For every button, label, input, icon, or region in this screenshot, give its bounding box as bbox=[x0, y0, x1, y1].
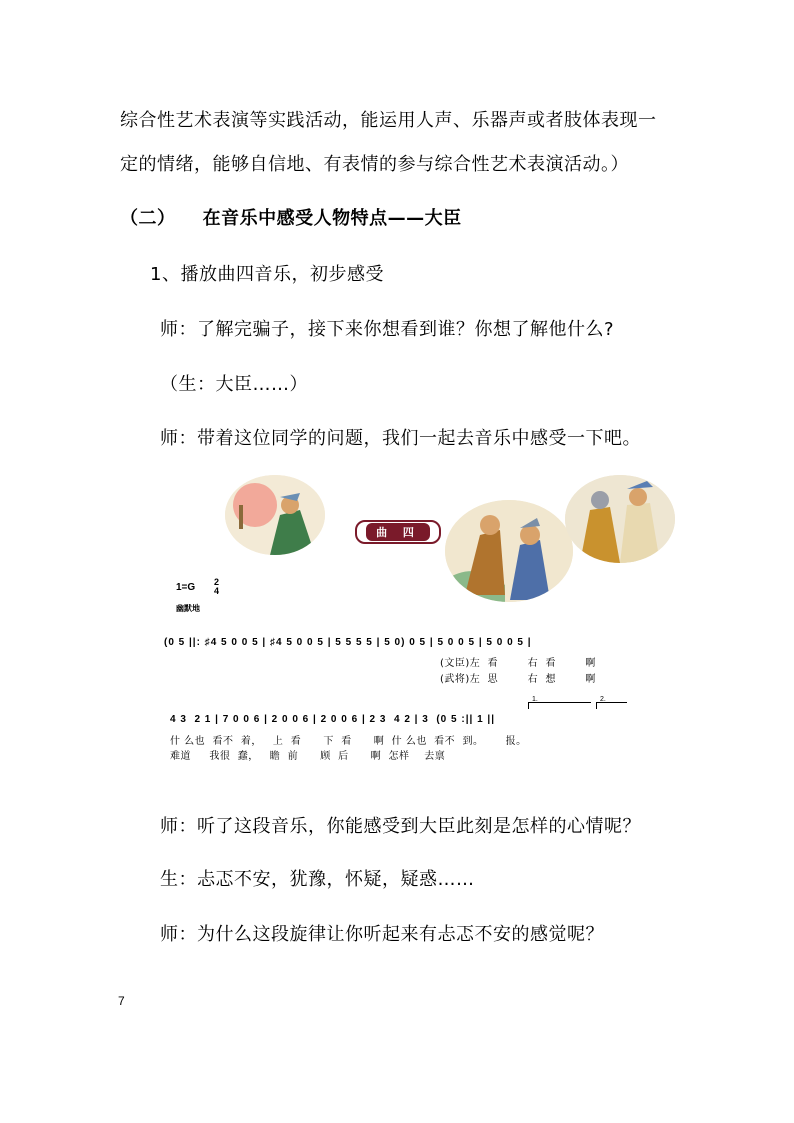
song-title: 曲 四 bbox=[366, 523, 430, 541]
paragraph-line: 定的情绪，能够自信地、有表情的参与综合性艺术表演活动。） bbox=[120, 154, 629, 175]
minister-portrait-image bbox=[225, 475, 325, 555]
paragraph-line: 综合性艺术表演等实践活动，能运用人声、乐器声或者肢体表现一 bbox=[120, 110, 657, 131]
courtiers-illustration bbox=[445, 500, 573, 602]
key-signature: 1=G bbox=[176, 582, 196, 593]
time-signature-bottom: 4 bbox=[214, 586, 220, 596]
ending-label-2: 2. bbox=[600, 696, 606, 703]
page-number: 7 bbox=[118, 994, 125, 1008]
ending-label-1: 1. bbox=[532, 696, 538, 703]
lyrics-row-2a: 什 么也 看不 着， 上 看 下 看 啊 什 么也 看不 到。 报。 bbox=[170, 736, 527, 747]
notation-row-2: 4 3 2 1 | 7 0 0 6 | 2 0 0 6 | 2 0 0 6 | 2 3 4 2 | 3 (0 5 :|| 1 || bbox=[170, 714, 496, 725]
time-signature-top: 2 bbox=[214, 577, 220, 587]
tempo-marking: 幽默地 bbox=[176, 604, 200, 613]
ending-bracket-2 bbox=[596, 702, 627, 709]
song-title-badge bbox=[355, 520, 441, 544]
dialogue-line: 师：带着这位同学的问题，我们一起去音乐中感受一下吧。 bbox=[160, 428, 641, 449]
knights-illustration bbox=[565, 475, 675, 563]
step-heading: 1、播放曲四音乐，初步感受 bbox=[150, 264, 384, 285]
score-illustration bbox=[160, 470, 640, 770]
dialogue-line: 师：了解完骗子，接下来你想看到谁？你想了解他什么? bbox=[160, 319, 615, 340]
lyrics-row-2b: 难道 我很 蠢， 瞻 前 顾 后 啊 怎样 去禀 bbox=[170, 751, 446, 762]
dialogue-line: 生：忐忑不安，犹豫，怀疑，疑惑…… bbox=[160, 869, 475, 890]
ending-bracket-1 bbox=[528, 702, 591, 709]
dialogue-line: 师：为什么这段旋律让你听起来有忐忑不安的感觉呢？ bbox=[160, 924, 604, 945]
dialogue-line: （生：大臣……） bbox=[160, 374, 308, 395]
section-heading: （二） 在音乐中感受人物特点——大臣 bbox=[120, 208, 462, 229]
lyrics-row-1b: (武将)左 思 右 想 啊 bbox=[440, 674, 596, 685]
time-signature bbox=[214, 578, 219, 596]
dialogue-line: 师：听了这段音乐，你能感受到大臣此刻是怎样的心情呢？ bbox=[160, 816, 641, 837]
lyrics-row-1a: (文臣)左 看 右 看 啊 bbox=[440, 658, 596, 669]
notation-row-1: (0 5 ||: ♯4 5 0 0 5 | ♯4 5 0 0 5 | 5 5 5 5 | 5 0) 0 5 | 5 0 0 5 | 5 0 0 5 | bbox=[164, 637, 532, 648]
